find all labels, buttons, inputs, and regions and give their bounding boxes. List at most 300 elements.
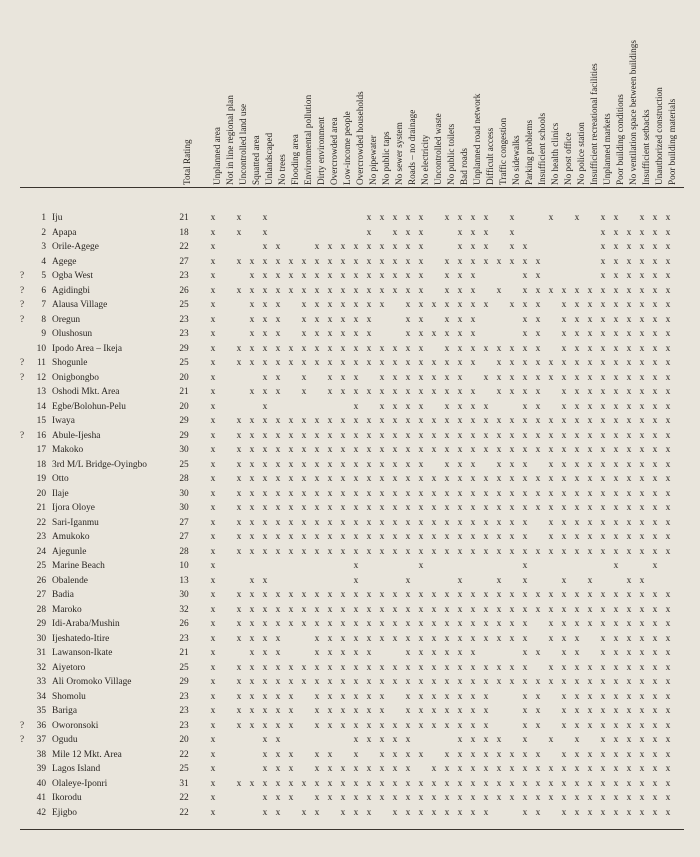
criterion-mark: x [639, 532, 645, 542]
criterion-mark: x [587, 329, 593, 339]
criterion-mark: x [600, 633, 606, 644]
criterion-mark: x [639, 416, 645, 426]
criterion-mark: x [275, 285, 281, 296]
criterion-mark: x [483, 720, 489, 731]
criterion-mark: x [548, 590, 554, 600]
criterion-mark: x [314, 329, 320, 339]
criterion-mark: x [327, 271, 333, 281]
criterion-mark: x [366, 285, 372, 296]
criterion-mark: x [587, 532, 593, 542]
row-number: 25 [36, 561, 46, 571]
area-name: Lagos Island [52, 764, 101, 774]
criterion-mark: x [314, 445, 320, 455]
criterion-mark: x [340, 720, 346, 731]
header-criterion: Uncontrolled waste [433, 113, 443, 185]
header-criterion: No public toilets [446, 123, 456, 185]
criterion-mark: x [366, 517, 372, 528]
criterion-mark: x [301, 503, 307, 513]
criterion-mark: x [587, 503, 593, 513]
criterion-mark: x [249, 575, 255, 586]
criterion-mark: x [405, 546, 411, 557]
criterion-mark: x [522, 242, 528, 252]
criterion-mark: x [535, 271, 541, 281]
criterion-mark: x [613, 474, 619, 484]
criterion-mark: x [665, 474, 671, 484]
criterion-mark: x [340, 691, 346, 702]
criterion-mark: x [353, 242, 359, 252]
criterion-mark: x [392, 416, 398, 426]
criterion-mark: x [522, 604, 528, 615]
criterion-mark: x [236, 227, 242, 238]
criterion-mark: x [405, 372, 411, 383]
header-criterion: No sewer system [394, 122, 404, 185]
criterion-mark: x [353, 764, 359, 774]
criterion-mark: x [600, 358, 606, 368]
criterion-mark: x [470, 735, 476, 745]
area-name: Ejigbo [52, 807, 77, 818]
criterion-mark: x [379, 256, 385, 267]
criterion-mark: x [353, 300, 359, 310]
criterion-mark: x [535, 503, 541, 513]
criterion-mark: x [405, 503, 411, 513]
criterion-mark: x [548, 517, 554, 528]
criterion-mark: x [366, 590, 372, 600]
total-rating: 22 [179, 242, 189, 252]
criterion-mark: x [483, 633, 489, 644]
criterion-mark: x [626, 793, 632, 803]
criterion-mark: x [457, 749, 463, 760]
criterion-mark: x [535, 749, 541, 760]
criterion-mark: x [639, 619, 645, 629]
criterion-mark: x [444, 706, 450, 716]
criterion-mark: x [288, 691, 294, 702]
criterion-mark: x [210, 720, 216, 731]
criterion-mark: x [392, 474, 398, 484]
criterion-mark: x [457, 256, 463, 267]
criterion-mark: x [613, 300, 619, 310]
criterion-mark: x [652, 764, 658, 774]
criterion-mark: x [665, 430, 671, 441]
criterion-mark: x [509, 503, 515, 513]
criterion-mark: x [431, 590, 437, 600]
criterion-mark: x [652, 343, 658, 354]
row-number: 3 [41, 242, 46, 252]
criterion-mark: x [444, 285, 450, 296]
total-rating: 29 [179, 416, 189, 426]
criterion-mark: x [483, 735, 489, 745]
criterion-mark: x [639, 372, 645, 383]
criterion-mark: x [340, 706, 346, 716]
criterion-mark: x [496, 387, 502, 397]
criterion-mark: x [210, 401, 216, 412]
criterion-mark: x [522, 764, 528, 774]
criterion-mark: x [418, 503, 424, 513]
criterion-mark: x [535, 706, 541, 716]
criterion-mark: x [418, 749, 424, 760]
criterion-mark: x [210, 648, 216, 658]
criterion-mark: x [509, 242, 515, 252]
criterion-mark: x [301, 271, 307, 281]
criterion-mark: x [600, 619, 606, 629]
row-number: 9 [41, 329, 46, 339]
criterion-mark: x [275, 793, 281, 803]
criterion-mark: x [366, 358, 372, 368]
criterion-mark: x [340, 300, 346, 310]
criterion-mark: x [626, 503, 632, 513]
total-rating: 25 [179, 358, 189, 368]
criterion-mark: x [665, 720, 671, 731]
criterion-mark: x [210, 575, 216, 586]
criterion-mark: x [366, 778, 372, 789]
criterion-mark: x [314, 590, 320, 600]
criterion-mark: x [535, 314, 541, 325]
criterion-mark: x [613, 691, 619, 702]
criterion-mark: x [626, 271, 632, 281]
criterion-mark: x [470, 343, 476, 354]
criterion-mark: x [444, 300, 450, 310]
criterion-mark: x [366, 329, 372, 339]
criterion-mark: x [496, 662, 502, 673]
criterion-mark: x [665, 706, 671, 716]
uncertain-mark: ? [20, 735, 25, 745]
criterion-mark: x [470, 546, 476, 557]
criterion-mark: x [288, 256, 294, 267]
criterion-mark: x [288, 662, 294, 673]
criterion-mark: x [457, 387, 463, 397]
criterion-mark: x [587, 387, 593, 397]
area-name: Iwaya [52, 416, 75, 426]
criterion-mark: x [652, 474, 658, 484]
criterion-mark: x [639, 764, 645, 774]
criterion-mark: x [392, 488, 398, 499]
criterion-mark: x [262, 706, 268, 716]
criterion-mark: x [431, 546, 437, 557]
criterion-mark: x [509, 778, 515, 789]
criterion-mark: x [301, 532, 307, 542]
criterion-mark: x [444, 764, 450, 774]
criterion-mark: x [392, 213, 398, 223]
criterion-mark: x [639, 358, 645, 368]
row-number: 17 [36, 445, 46, 455]
criterion-mark: x [340, 474, 346, 484]
criterion-mark: x [600, 271, 606, 281]
criterion-mark: x [639, 720, 645, 731]
criterion-mark: x [288, 532, 294, 542]
criterion-mark: x [470, 329, 476, 339]
criterion-mark: x [366, 633, 372, 644]
criterion-mark: x [561, 691, 567, 702]
header-criterion: Dirty environment [316, 116, 326, 185]
criterion-mark: x [470, 271, 476, 281]
criterion-mark: x [483, 749, 489, 760]
criterion-mark: x [665, 256, 671, 267]
criterion-mark: x [574, 691, 580, 702]
row-number: 5 [41, 271, 46, 281]
criterion-mark: x [470, 778, 476, 789]
criterion-mark: x [418, 778, 424, 789]
criterion-mark: x [249, 590, 255, 600]
criterion-mark: x [652, 749, 658, 760]
criterion-mark: x [431, 778, 437, 789]
criterion-mark: x [379, 474, 385, 484]
criterion-mark: x [405, 401, 411, 412]
criterion-mark: x [639, 575, 645, 586]
criterion-mark: x [275, 387, 281, 397]
criterion-mark: x [509, 532, 515, 542]
criterion-mark: x [288, 343, 294, 354]
criterion-mark: x [301, 474, 307, 484]
criterion-mark: x [613, 619, 619, 629]
area-name: Ilaje [52, 488, 69, 499]
total-rating: 26 [179, 619, 189, 629]
criterion-mark: x [652, 416, 658, 426]
criterion-mark: x [613, 706, 619, 716]
row-number: 20 [36, 488, 46, 499]
criterion-mark: x [665, 401, 671, 412]
criterion-mark: x [509, 358, 515, 368]
criterion-mark: x [418, 648, 424, 658]
criterion-mark: x [314, 503, 320, 513]
criterion-mark: x [262, 358, 268, 368]
criterion-mark: x [405, 358, 411, 368]
area-name: Onigbongbo [52, 372, 99, 383]
criterion-mark: x [405, 793, 411, 803]
criterion-mark: x [392, 256, 398, 267]
criterion-mark: x [379, 271, 385, 281]
criterion-mark: x [314, 778, 320, 789]
criterion-mark: x [457, 314, 463, 325]
criterion-mark: x [574, 648, 580, 658]
criterion-mark: x [392, 546, 398, 557]
criterion-mark: x [522, 706, 528, 716]
criterion-mark: x [288, 706, 294, 716]
header-criterion: Not in line regional plan [225, 95, 235, 185]
criterion-mark: x [574, 749, 580, 760]
criterion-mark: x [665, 749, 671, 760]
row-number: 38 [36, 749, 46, 760]
criterion-mark: x [366, 793, 372, 803]
criterion-mark: x [431, 793, 437, 803]
criterion-mark: x [626, 488, 632, 499]
criterion-mark: x [548, 430, 554, 441]
criterion-mark: x [600, 793, 606, 803]
criterion-mark: x [327, 720, 333, 731]
area-name: Apapa [52, 227, 77, 238]
criterion-mark: x [652, 213, 658, 223]
criterion-mark: x [509, 387, 515, 397]
criterion-mark: x [236, 691, 242, 702]
criterion-mark: x [301, 430, 307, 441]
criterion-mark: x [288, 604, 294, 615]
criterion-mark: x [574, 285, 580, 296]
criterion-mark: x [483, 706, 489, 716]
criterion-mark: x [353, 474, 359, 484]
criterion-mark: x [496, 793, 502, 803]
criterion-mark: x [301, 285, 307, 296]
row-number: 30 [36, 633, 46, 644]
criterion-mark: x [535, 546, 541, 557]
criterion-mark: x [522, 546, 528, 557]
criterion-mark: x [288, 764, 294, 774]
header-criterion: Unlandscaped [264, 132, 274, 185]
row-number: 16 [36, 430, 46, 441]
criterion-mark: x [444, 474, 450, 484]
criterion-mark: x [327, 387, 333, 397]
criterion-mark: x [379, 604, 385, 615]
criterion-mark: x [353, 749, 359, 760]
criterion-mark: x [535, 329, 541, 339]
criterion-mark: x [626, 532, 632, 542]
criterion-mark: x [600, 401, 606, 412]
criterion-mark: x [665, 793, 671, 803]
row-number: 39 [36, 764, 46, 774]
criterion-mark: x [613, 488, 619, 499]
criterion-mark: x [652, 256, 658, 267]
row-number: 6 [41, 285, 46, 296]
criterion-mark: x [262, 677, 268, 687]
criterion-mark: x [548, 372, 554, 383]
criterion-mark: x [626, 256, 632, 267]
row-number: 19 [36, 474, 46, 484]
criterion-mark: x [327, 764, 333, 774]
criterion-mark: x [444, 416, 450, 426]
criterion-mark: x [457, 474, 463, 484]
uncertain-mark: ? [20, 285, 25, 296]
criterion-mark: x [327, 619, 333, 629]
criterion-mark: x [340, 517, 346, 528]
criterion-mark: x [444, 778, 450, 789]
criterion-mark: x [353, 720, 359, 731]
criterion-mark: x [457, 401, 463, 412]
header-criterion: Bad roads [459, 148, 469, 185]
criterion-mark: x [665, 329, 671, 339]
criterion-mark: x [574, 807, 580, 818]
criterion-mark: x [522, 416, 528, 426]
criterion-mark: x [236, 416, 242, 426]
criterion-mark: x [366, 546, 372, 557]
area-name: Makoko [52, 445, 84, 455]
area-name: Otto [52, 474, 69, 484]
criterion-mark: x [353, 372, 359, 383]
criterion-mark: x [249, 314, 255, 325]
criterion-mark: x [366, 387, 372, 397]
criterion-mark: x [665, 372, 671, 383]
criterion-mark: x [665, 764, 671, 774]
criterion-mark: x [379, 300, 385, 310]
criterion-mark: x [392, 387, 398, 397]
criterion-mark: x [548, 793, 554, 803]
criterion-mark: x [639, 793, 645, 803]
criterion-mark: x [470, 633, 476, 644]
total-rating: 23 [179, 633, 189, 644]
criterion-mark: x [470, 807, 476, 818]
criterion-mark: x [496, 677, 502, 687]
criterion-mark: x [249, 459, 255, 470]
criterion-mark: x [327, 532, 333, 542]
criterion-mark: x [431, 372, 437, 383]
criterion-mark: x [600, 503, 606, 513]
criterion-mark: x [340, 793, 346, 803]
criterion-mark: x [301, 256, 307, 267]
criterion-mark: x [457, 271, 463, 281]
criterion-mark: x [457, 445, 463, 455]
criterion-mark: x [639, 459, 645, 470]
criterion-mark: x [236, 633, 242, 644]
criterion-mark: x [444, 517, 450, 528]
criterion-mark: x [353, 648, 359, 658]
criterion-mark: x [353, 503, 359, 513]
criterion-mark: x [210, 430, 216, 441]
criterion-mark: x [301, 343, 307, 354]
criterion-mark: x [314, 532, 320, 542]
criterion-mark: x [418, 662, 424, 673]
criterion-mark: x [665, 619, 671, 629]
criterion-mark: x [613, 358, 619, 368]
criterion-mark: x [288, 285, 294, 296]
criterion-mark: x [444, 430, 450, 441]
criterion-mark: x [405, 314, 411, 325]
criterion-mark: x [522, 749, 528, 760]
criterion-mark: x [626, 227, 632, 238]
criterion-mark: x [262, 285, 268, 296]
criterion-mark: x [444, 256, 450, 267]
criterion-mark: x [288, 619, 294, 629]
criterion-mark: x [301, 488, 307, 499]
criterion-mark: x [210, 387, 216, 397]
criterion-mark: x [626, 662, 632, 673]
criterion-mark: x [249, 300, 255, 310]
total-rating: 23 [179, 691, 189, 702]
criterion-mark: x [626, 720, 632, 731]
criterion-mark: x [340, 619, 346, 629]
criterion-mark: x [418, 706, 424, 716]
criterion-mark: x [613, 749, 619, 760]
criterion-mark: x [561, 401, 567, 412]
criterion-mark: x [314, 358, 320, 368]
criterion-mark: x [262, 633, 268, 644]
criterion-mark: x [561, 546, 567, 557]
criterion-mark: x [353, 778, 359, 789]
area-name: Amukoko [52, 532, 90, 542]
criterion-mark: x [444, 271, 450, 281]
header-criterion: Low-income people [342, 111, 352, 185]
total-rating: 27 [179, 256, 189, 267]
criterion-mark: x [236, 720, 242, 731]
criterion-mark: x [405, 285, 411, 296]
criterion-mark: x [587, 488, 593, 499]
criterion-mark: x [249, 648, 255, 658]
criterion-mark: x [483, 503, 489, 513]
criterion-mark: x [652, 793, 658, 803]
criterion-mark: x [288, 358, 294, 368]
criterion-mark: x [483, 416, 489, 426]
criterion-mark: x [665, 445, 671, 455]
criterion-mark: x [444, 329, 450, 339]
criterion-mark: x [210, 300, 216, 310]
criterion-mark: x [457, 329, 463, 339]
criterion-mark: x [600, 474, 606, 484]
area-name: Obalende [52, 575, 88, 586]
row-number: 14 [36, 401, 46, 412]
criterion-mark: x [366, 503, 372, 513]
criterion-mark: x [626, 706, 632, 716]
criterion-mark: x [665, 662, 671, 673]
criterion-mark: x [665, 546, 671, 557]
criterion-mark: x [405, 749, 411, 760]
criterion-mark: x [639, 213, 645, 223]
criterion-mark: x [665, 590, 671, 600]
criterion-mark: x [262, 590, 268, 600]
